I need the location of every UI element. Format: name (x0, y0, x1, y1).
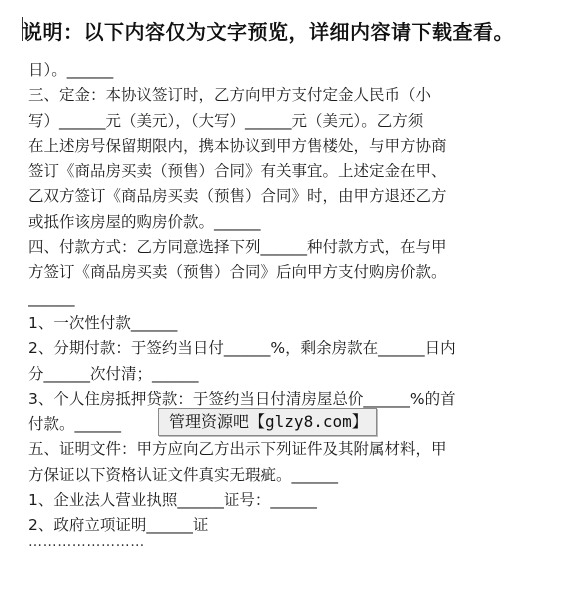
watermark-bracket-close: 】 (351, 412, 368, 431)
document-body (28, 58, 558, 539)
text-line: 2、分期付款：于签约当日付______%，剩余房款在______日内 (28, 339, 456, 358)
text-line: 签订《商品房买卖（预售）合同》有关事宜。上述定金在甲、 (28, 162, 447, 181)
text-line: 方签订《商品房买卖（预售）合同》后向甲方支付购房价款。 (28, 263, 447, 282)
watermark-bracket-open: 【 (249, 412, 266, 431)
text-line: ______ (28, 288, 75, 307)
watermark-cn: 管理资源吧 (169, 412, 250, 431)
text-line: 三、定金：本协议签订时，乙方向甲方支付定金人民币（小 (28, 86, 432, 105)
text-line: 在上述房号保留期限内，携本协议到甲方售楼处，与甲方协商 (28, 136, 447, 155)
text-line: 乙双方签订《商品房买卖（预售）合同》时，由甲方退还乙方 (28, 187, 447, 206)
text-line: 付款。______ (28, 415, 122, 434)
text-line: 日）。______ (28, 61, 114, 79)
text-line: 或抵作该房屋的购房价款。______ (28, 212, 261, 231)
text-line: 写）______元（美元），（大写）______元（美元）。乙方须 (28, 111, 424, 130)
text-line: 五、证明文件：甲方应向乙方出示下列证件及其附属材料，甲 (28, 440, 447, 459)
text-line: 1、企业法人营业执照______证号：______ (28, 491, 317, 510)
text-line: 2、政府立项证明______证 (28, 516, 209, 535)
text-line: 3、个人住房抵押贷款：于签约当日付清房屋总价______%的首 (28, 389, 456, 408)
preview-notice: 说明：以下内容仅为文字预览，详细内容请下载查看。 (22, 20, 514, 44)
text-line: 四、付款方式：乙方同意选择下列______种付款方式，在与甲 (28, 238, 447, 257)
watermark-label (158, 408, 377, 436)
text-line: 分______次付清；______ (28, 364, 199, 383)
text-line: 1、一次性付款______ (28, 313, 178, 332)
text-line: 方保证以下资格认证文件真实无瑕疵。______ (28, 465, 339, 484)
watermark-site: glzy8.com (265, 412, 352, 431)
continuation-dots: …………………… (28, 534, 145, 550)
